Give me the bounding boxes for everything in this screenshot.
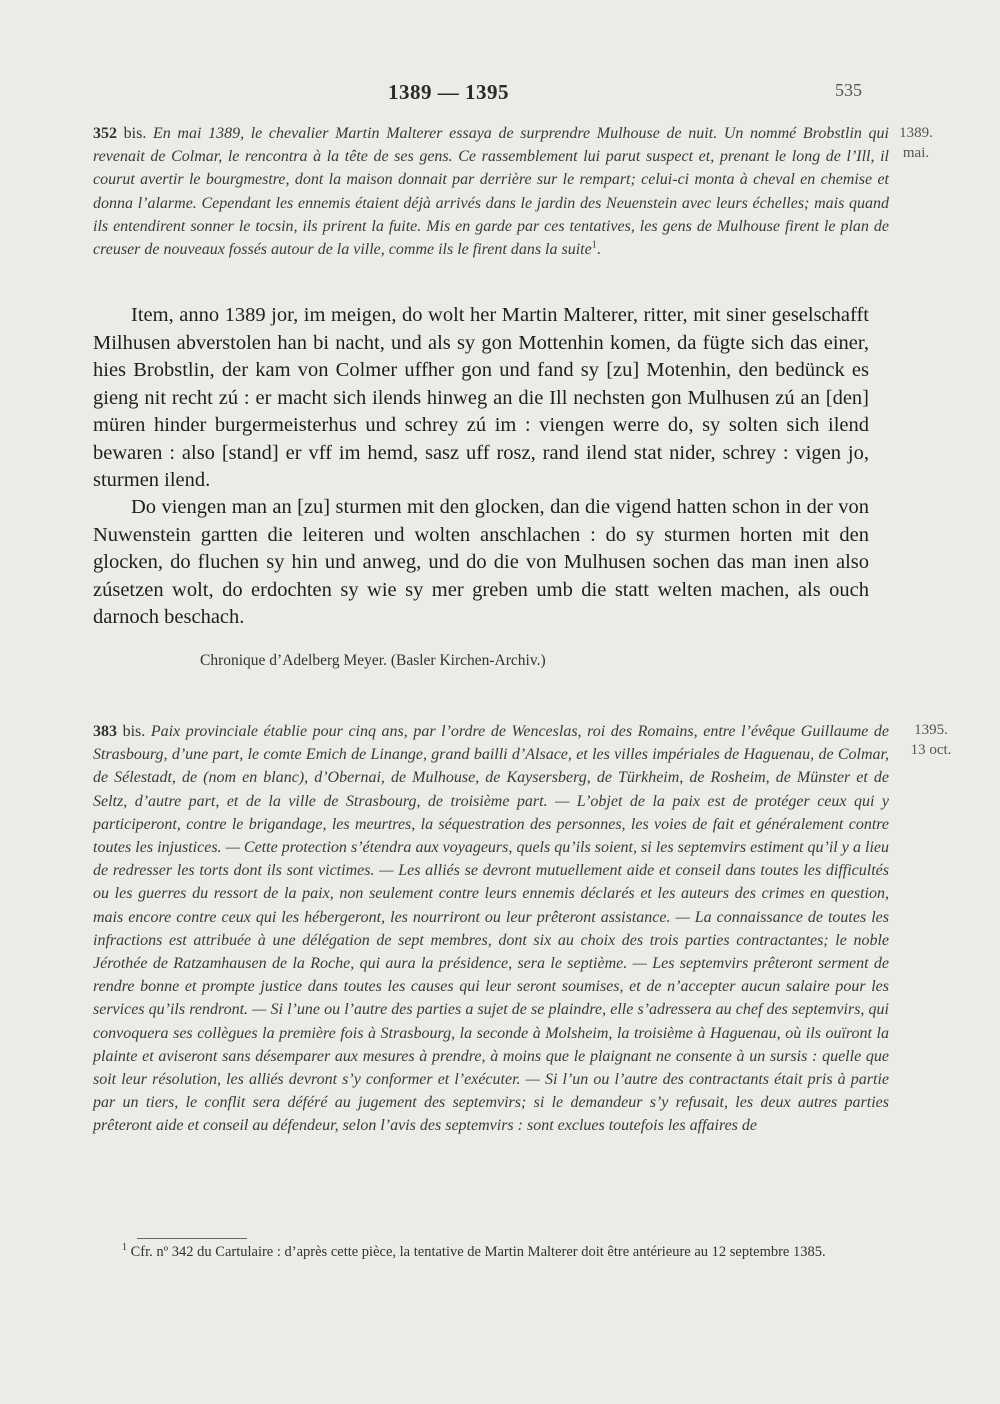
source-citation: Chronique d’Adelberg Meyer. (Basler Kirchen-Archiv.) <box>200 652 546 669</box>
summary-text: Paix provinciale établie pour cinq ans, par l’ordre de Wenceslas, roi des Romains, entre l’évêque Guillaume de Strasbourg, d’une part, le comte Emich de Linange, grand bailli d’Alsace, et les villes impériales de Haguenau, de Colmar, de Sélestadt, de (nom en blanc), d’Obernai, de Mulhouse, de Kaysersberg, de Türkheim, de Rosheim, de Münster et de Seltz, d’autre part, et de la ville de Strasbourg, de troisième part. — L’objet de la paix est de protéger ceux qui y participeront, contre le brigandage, les meurtres, la séquestration des personnes, les voies de fait et généralement contre toutes les injustices. — Cette protection s’étendra aux voyageurs, quels qu’ils soient, si les septemvirs estiment qu’il y a lieu de redresser les torts dont ils sont victimes. — Les alliés se devront mutuellement aide et conseil dans toutes les difficultés ou les guerres du ressort de la paix, non seulement contre leurs ennemis déclarés et les auteurs des crimes en question, mais encore contre ceux qui les hébergeront, les nourriront ou leur prêteront assistance. — La connaissance de toutes les infractions est attribuée à une délégation de sept membres, dont six au choix des trois parties contractantes; le noble Jérothée de Ratzamhausen de la Roche, qui aura la présidence, sera le septième. — Les septemvirs prêteront serment de rendre bonne et prompte justice dans toutes les causes qui leur seront soumises, et de n’accepter aucun salaire pour les services qu’ils rendront. — Si l’une ou l’autre des parties a sujet de se plaindre, elle s’adressera au chef des septemvirs, qui convoquera ses collègues la première fois à Strasbourg, la seconde à Molsheim, la troisième à Haguenau, où ils ouïront la plainte et aviseront sans désemparer aux mesures à prendre, à moins que le plaignant ne consente à un sursis : quelle que soit leur résolution, les alliés devront s’y conformer et l’exécuter. — Si l’un ou l’autre des contractants était pris à partie par un tiers, le conflit sera déféré au jugement des septemvirs; si le demandeur s’y refusait, les deux autres parties prêteront aide et conseil au défendeur, selon l’avis des septemvirs : sont exclues toutefois les affaires de <box>93 723 890 1135</box>
margin-day: 13 oct. <box>910 742 952 758</box>
page-number: 535 <box>835 80 862 100</box>
footnote-ref: 1 <box>591 239 597 251</box>
entry-383-summary <box>93 720 889 1138</box>
entry-number: 383 bis. <box>93 723 146 740</box>
margin-month: mai. <box>902 145 930 161</box>
margin-year: 1389. <box>899 125 933 141</box>
footnote-text: Cfr. nº 342 du Cartulaire : d’après cette pièce, la tentative de Martin Malterer doit être antérieure au 12 septembre 1385. <box>130 1244 826 1260</box>
entry-352-summary: 352 bis. En mai 1389, le chevalier Martin Malterer essaya de surprendre Mulhouse de nuit. Un nommé Brobstlin qui revenait de Colmar, le rencontra à la tête de ses gens. Ce rassemblement lui parut suspect et, prenant le long de l’Ill, il courut avertir le bourgmestre, dont la maison donnait par derrière sur le rempart; celui-ci monta à cheval en chemise et donna l’alarme. Cependant les ennemis étaient déjà arrivés dans le jardin des Neuenstein avec leurs échelles; mais quand ils entendirent sonner le tocsin, ils prirent la fuite. Mis en garde par ces tentatives, les gens de Mulhouse firent le plan de creuser de nouveaux fossés autour de la ville, comme ils le firent dans la suite$^1$. <box>93 125 889 259</box>
chronicle-paragraph-1: Item, anno 1389 jor, im meigen, do wolt her Martin Malterer, ritter, mit siner geselschafft Milhusen abverstolen han bi nacht, und als sy gon Mottenhin komen, da fügte sich das einer, hies Brobstlin, der kam von Colmer uffher gon und fand sy [zu] Motenhin, den bedünck es gieng nit recht zú : er macht sich ilends hinweg an die Ill nechsten gon Mulhusen zú an [den] müren hinder burgermeisterhus und schrey zú im : viengen werre do, sy solten sich ilend bewaren : also [stand] er vff im hemd, sasz uff rosz, rand ilend stat nider, schrey : vigen jo, sturmen ilend. <box>93 304 869 491</box>
footnote-divider <box>137 1238 247 1239</box>
margin-date-383 <box>891 720 971 760</box>
footnote <box>108 1241 888 1263</box>
margin-year: 1395. <box>914 722 948 738</box>
footnote-marker: 1 <box>122 1242 127 1254</box>
running-head-years: 1389 — 1395 <box>388 80 509 104</box>
entry-number: 352 bis. <box>93 125 147 142</box>
chronicle-paragraph-2: Do viengen man an [zu] sturmen mit den glocken, dan die vigend hatten schon in der von Nuwenstein gartten die leiteren und wolten anschlachen : do sy sturmen horten mit den glocken, do fluchen sy hin und anweg, und do die von Mulhusen sochen das man inen also zúsetzen wolt, do erdochten sy wie sy mer greben umb die statt welten machen, als ouch darnoch beschach. <box>93 496 869 628</box>
summary-text: En mai 1389, le chevalier Martin Malterer essaya de surprendre Mulhouse de nuit. Un nommé Brobstlin qui revenait de Colmar, le rencontra à la tête de ses gens. Ce rassemblement lui parut suspect et, prenant le long de l’Ill, il courut avertir le bourgmestre, dont la maison donnait par derrière sur le rempart; celui-ci monta à cheval en chemise et donna l’alarme. Cependant les ennemis étaient déjà arrivés dans le jardin des Neuenstein avec leurs échelles; mais quand ils entendirent sonner le tocsin, ils prirent la fuite. Mis en garde par ces tentatives, les gens de Mulhouse firent le plan de creuser de nouveaux fossés autour de la ville, comme ils le firent dans la suite <box>93 125 889 259</box>
